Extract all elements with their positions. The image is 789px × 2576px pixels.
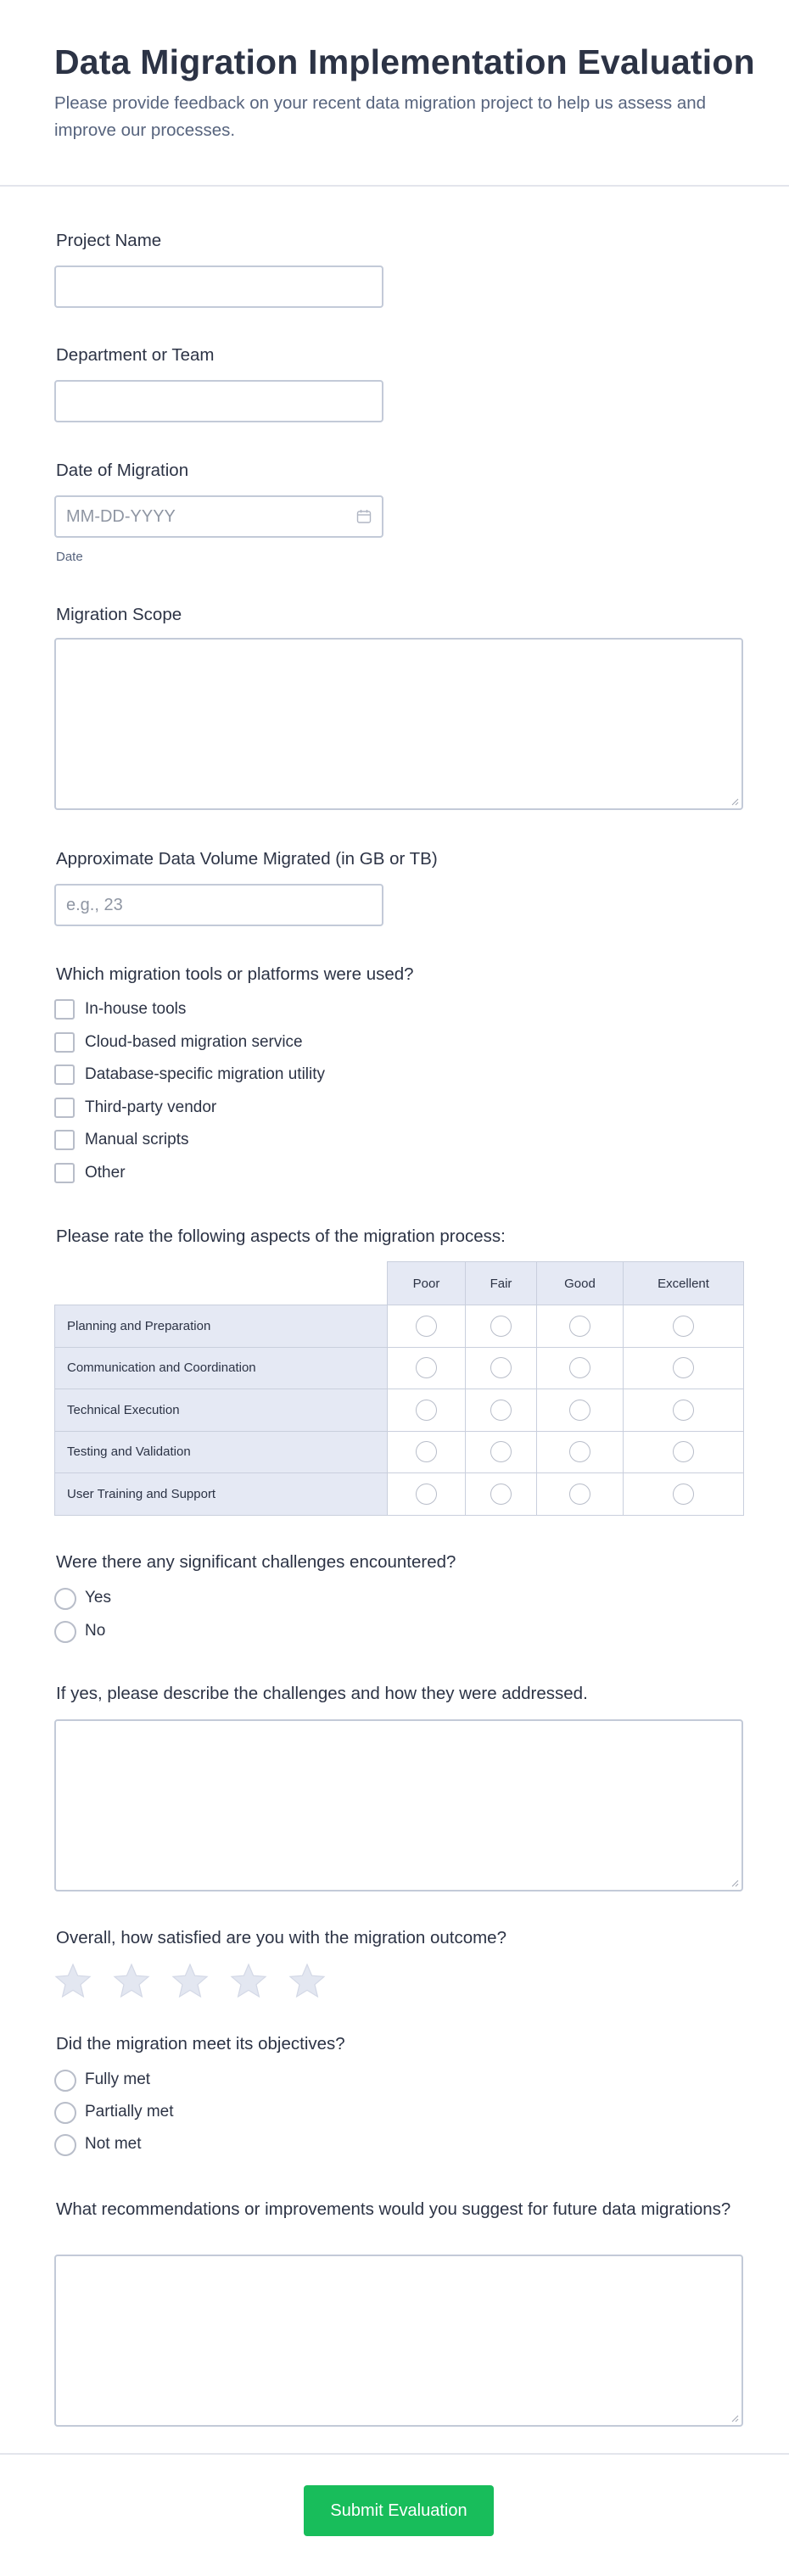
matrix-radio[interactable] bbox=[416, 1316, 437, 1337]
challenges-option-label: No bbox=[85, 1622, 106, 1640]
tool-option-label: Database-specific migration utility bbox=[85, 1065, 326, 1083]
satisfaction-label: Overall, how satisfied are you with the migration outcome? bbox=[56, 1928, 506, 1947]
radio-button[interactable] bbox=[54, 2134, 76, 2156]
resize-handle-icon[interactable] bbox=[730, 797, 739, 806]
matrix-radio[interactable] bbox=[490, 1357, 512, 1378]
objectives-option-label: Not met bbox=[85, 2135, 142, 2153]
matrix-radio[interactable] bbox=[490, 1316, 512, 1337]
tool-option-label: Manual scripts bbox=[85, 1131, 189, 1148]
matrix-row-label: User Training and Support bbox=[55, 1473, 388, 1516]
matrix-column-header: Fair bbox=[466, 1262, 537, 1305]
star-icon[interactable] bbox=[230, 1963, 267, 2000]
matrix-row bbox=[55, 1431, 744, 1473]
matrix-radio[interactable] bbox=[673, 1316, 694, 1337]
department-input[interactable] bbox=[54, 380, 383, 422]
tool-option-label: Other bbox=[85, 1164, 126, 1182]
resize-handle-icon[interactable] bbox=[730, 1879, 739, 1887]
calendar-icon[interactable] bbox=[356, 509, 372, 524]
matrix-radio[interactable] bbox=[416, 1441, 437, 1462]
matrix-radio[interactable] bbox=[416, 1400, 437, 1421]
matrix-column-header: Good bbox=[537, 1262, 624, 1305]
matrix-radio[interactable] bbox=[673, 1400, 694, 1421]
matrix-row bbox=[55, 1389, 744, 1432]
checkbox[interactable] bbox=[54, 1163, 75, 1183]
matrix-column-header: Poor bbox=[388, 1262, 466, 1305]
migration-date-label: Date of Migration bbox=[56, 461, 189, 480]
form-subtitle: Please provide feedback on your recent data migration project to help us assess and improve our processes. bbox=[54, 93, 707, 140]
star-icon[interactable] bbox=[54, 1963, 92, 2000]
star-icon[interactable] bbox=[171, 1963, 209, 2000]
migration-scope-textarea[interactable] bbox=[54, 638, 743, 810]
data-volume-placeholder: e.g., 23 bbox=[66, 896, 123, 914]
star-icon[interactable] bbox=[113, 1963, 150, 2000]
radio-button[interactable] bbox=[54, 1621, 76, 1643]
matrix-radio[interactable] bbox=[416, 1484, 437, 1505]
matrix-row bbox=[55, 1305, 744, 1348]
checkbox[interactable] bbox=[54, 999, 75, 1020]
migration-date-placeholder: MM-DD-YYYY bbox=[66, 507, 176, 526]
matrix-row-label: Communication and Coordination bbox=[55, 1347, 388, 1389]
footer-divider bbox=[0, 2453, 789, 2455]
checkbox[interactable] bbox=[54, 1130, 75, 1150]
rating-label: Please rate the following aspects of the migration process: bbox=[56, 1227, 506, 1246]
objectives-option-label: Fully met bbox=[85, 2070, 151, 2088]
tool-option-label: In-house tools bbox=[85, 1000, 187, 1018]
checkbox[interactable] bbox=[54, 1098, 75, 1118]
recommendations-label: What recommendations or improvements would you suggest for future data migrations? bbox=[56, 2199, 731, 2219]
challenges-description-label: If yes, please describe the challenges and how they were addressed. bbox=[56, 1684, 588, 1703]
migration-scope-label: Migration Scope bbox=[56, 605, 182, 624]
star-icon[interactable] bbox=[288, 1963, 326, 2000]
project-name-label: Project Name bbox=[56, 231, 162, 250]
matrix-radio[interactable] bbox=[490, 1484, 512, 1505]
radio-button[interactable] bbox=[54, 2102, 76, 2124]
matrix-row-label: Technical Execution bbox=[55, 1389, 388, 1432]
matrix-row-label: Testing and Validation bbox=[55, 1431, 388, 1473]
migration-tools-label: Which migration tools or platforms were used? bbox=[56, 964, 414, 984]
radio-button[interactable] bbox=[54, 1588, 76, 1610]
checkbox[interactable] bbox=[54, 1032, 75, 1053]
tool-option-label: Cloud-based migration service bbox=[85, 1033, 303, 1051]
matrix-radio[interactable] bbox=[416, 1357, 437, 1378]
matrix-radio[interactable] bbox=[673, 1441, 694, 1462]
data-volume-label: Approximate Data Volume Migrated (in GB or TB) bbox=[56, 849, 438, 869]
matrix-row bbox=[55, 1347, 744, 1389]
project-name-input[interactable] bbox=[54, 265, 383, 308]
matrix-radio[interactable] bbox=[673, 1484, 694, 1505]
matrix-radio[interactable] bbox=[490, 1400, 512, 1421]
challenges-option-label: Yes bbox=[85, 1589, 111, 1607]
form-title: Data Migration Implementation Evaluation bbox=[54, 42, 755, 81]
objectives-option-label: Partially met bbox=[85, 2103, 174, 2121]
matrix-row-label: Planning and Preparation bbox=[55, 1305, 388, 1348]
matrix-radio[interactable] bbox=[569, 1441, 590, 1462]
objectives-label: Did the migration meet its objectives? bbox=[56, 2034, 345, 2054]
recommendations-textarea[interactable] bbox=[54, 2255, 743, 2427]
matrix-column-header: Excellent bbox=[624, 1262, 744, 1305]
migration-date-input[interactable] bbox=[54, 495, 383, 538]
matrix-corner bbox=[55, 1262, 388, 1305]
rating-matrix bbox=[54, 1261, 743, 1516]
form-header bbox=[0, 0, 789, 187]
challenges-label: Were there any significant challenges encountered? bbox=[56, 1552, 456, 1572]
department-label: Department or Team bbox=[56, 345, 215, 365]
challenges-description-textarea[interactable] bbox=[54, 1719, 743, 1891]
matrix-radio[interactable] bbox=[569, 1357, 590, 1378]
checkbox[interactable] bbox=[54, 1064, 75, 1085]
radio-button[interactable] bbox=[54, 2070, 76, 2092]
matrix-radio[interactable] bbox=[569, 1400, 590, 1421]
migration-date-sublabel: Date bbox=[56, 550, 83, 564]
matrix-radio[interactable] bbox=[490, 1441, 512, 1462]
matrix-radio[interactable] bbox=[569, 1484, 590, 1505]
resize-handle-icon[interactable] bbox=[730, 2414, 739, 2422]
matrix-radio[interactable] bbox=[673, 1357, 694, 1378]
tool-option-label: Third-party vendor bbox=[85, 1098, 217, 1116]
data-volume-input[interactable] bbox=[54, 884, 383, 926]
submit-button[interactable]: Submit Evaluation bbox=[304, 2485, 494, 2536]
matrix-row bbox=[55, 1473, 744, 1516]
matrix-radio[interactable] bbox=[569, 1316, 590, 1337]
